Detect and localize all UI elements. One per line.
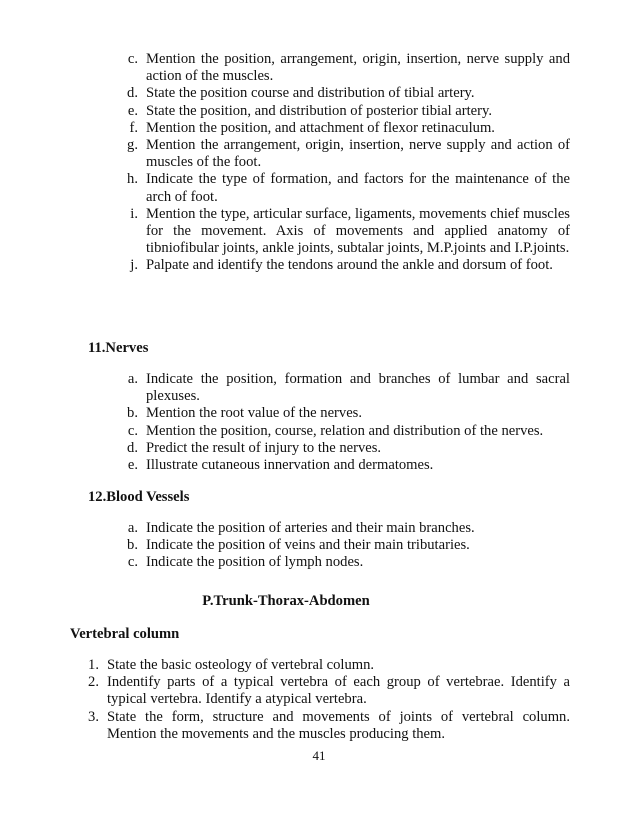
list-marker: d. (127, 85, 138, 102)
list-item (127, 405, 570, 422)
list-marker: d. (127, 439, 138, 456)
list-marker: e. (127, 102, 138, 119)
limb-objectives-list (127, 51, 570, 275)
list-item (129, 119, 570, 137)
list-item-text: Mention the type, articular surface, ligaments, movements chief muscles for the movement. Axis of movements and applied anatomy of tibniofibular joints, ankle joints, subtalar joints, M.P.joints and I.P.joints. (146, 205, 570, 257)
list-item (130, 205, 570, 258)
list-item (127, 137, 570, 171)
list-marker: g. (127, 137, 138, 154)
list-item (127, 554, 570, 571)
list-marker: c. (127, 51, 138, 67)
list-item-text: Indicate the position of lymph nodes. (146, 554, 364, 571)
list-item-text: Mention the position, and attachment of flexor retinaculum. (146, 119, 495, 136)
list-item (130, 257, 570, 274)
list-marker: e. (127, 457, 138, 474)
list-item (127, 51, 570, 85)
list-marker: 2. (88, 674, 99, 691)
list-item-text: State the basic osteology of vertebral column. (107, 657, 375, 673)
nerves-objectives-list (127, 371, 570, 474)
list-marker: j. (130, 257, 138, 274)
list-marker: c. (127, 554, 138, 571)
list-marker: h. (127, 171, 138, 188)
list-marker: b. (127, 405, 138, 422)
blood-vessels-heading: 12.Blood Vessels (88, 489, 190, 505)
list-item (127, 371, 570, 405)
list-item-text: Mention the position, course, relation and distribution of the nerves. (146, 422, 544, 439)
list-item-text: Illustrate cutaneous innervation and dermatomes. (146, 457, 434, 474)
list-marker: i. (130, 205, 138, 222)
section-title: P.Trunk-Thorax-Abdomen (202, 593, 370, 609)
list-item (88, 708, 570, 743)
page-number: 41 (312, 748, 326, 763)
list-item-text: State the position course and distribution of tibial artery. (146, 85, 475, 102)
list-item (127, 537, 570, 554)
list-item (127, 520, 570, 537)
list-item-text: Indicate the position, formation and branches of lumbar and sacral plexuses. (146, 371, 570, 405)
list-marker: f. (129, 119, 138, 136)
list-item (127, 422, 570, 440)
list-item-text: Mention the position, arrangement, origin, insertion, nerve supply and action of the muscles. (146, 51, 570, 85)
list-item-text: Indicate the type of formation, and factors for the maintenance of the arch of foot. (146, 171, 570, 205)
list-item-text: Indicate the position of arteries and their main branches. (146, 520, 475, 536)
nerves-heading: 11.Nerves (88, 340, 149, 356)
list-item-text: Indicate the position of veins and their main tributaries. (146, 537, 470, 554)
list-item-text: State the form, structure and movements of joints of vertebral column. Mention the movements and the muscles producing them. (107, 708, 570, 742)
list-item (127, 85, 570, 102)
list-item (88, 674, 570, 708)
list-marker: c. (127, 422, 138, 439)
list-marker: a. (127, 371, 138, 387)
list-marker: a. (127, 520, 138, 536)
list-marker: 3. (88, 708, 99, 725)
list-item (127, 439, 570, 457)
vertebral-column-heading: Vertebral column (70, 626, 180, 642)
list-item-text: Indentify parts of a typical vertebra of each group of vertebrae. Identify a typical vertebra. Identify a atypical vertebra. (107, 674, 570, 708)
list-marker: 1. (88, 657, 99, 673)
list-item-text: Predict the result of injury to the nerves. (146, 439, 382, 456)
list-item (88, 657, 570, 674)
blood-vessels-objectives-list (127, 520, 570, 572)
list-item-text: Mention the root value of the nerves. (146, 405, 363, 422)
list-item-text: State the position, and distribution of posterior tibial artery. (146, 102, 492, 119)
list-item (127, 102, 570, 120)
list-item-text: Palpate and identify the tendons around the ankle and dorsum of foot. (146, 257, 553, 274)
list-marker: b. (127, 537, 138, 554)
vertebral-column-objectives-list (88, 657, 570, 743)
list-item-text: Mention the arrangement, origin, insertion, nerve supply and action of muscles of the foot. (146, 137, 570, 171)
list-item (127, 171, 570, 205)
list-item (127, 457, 570, 474)
